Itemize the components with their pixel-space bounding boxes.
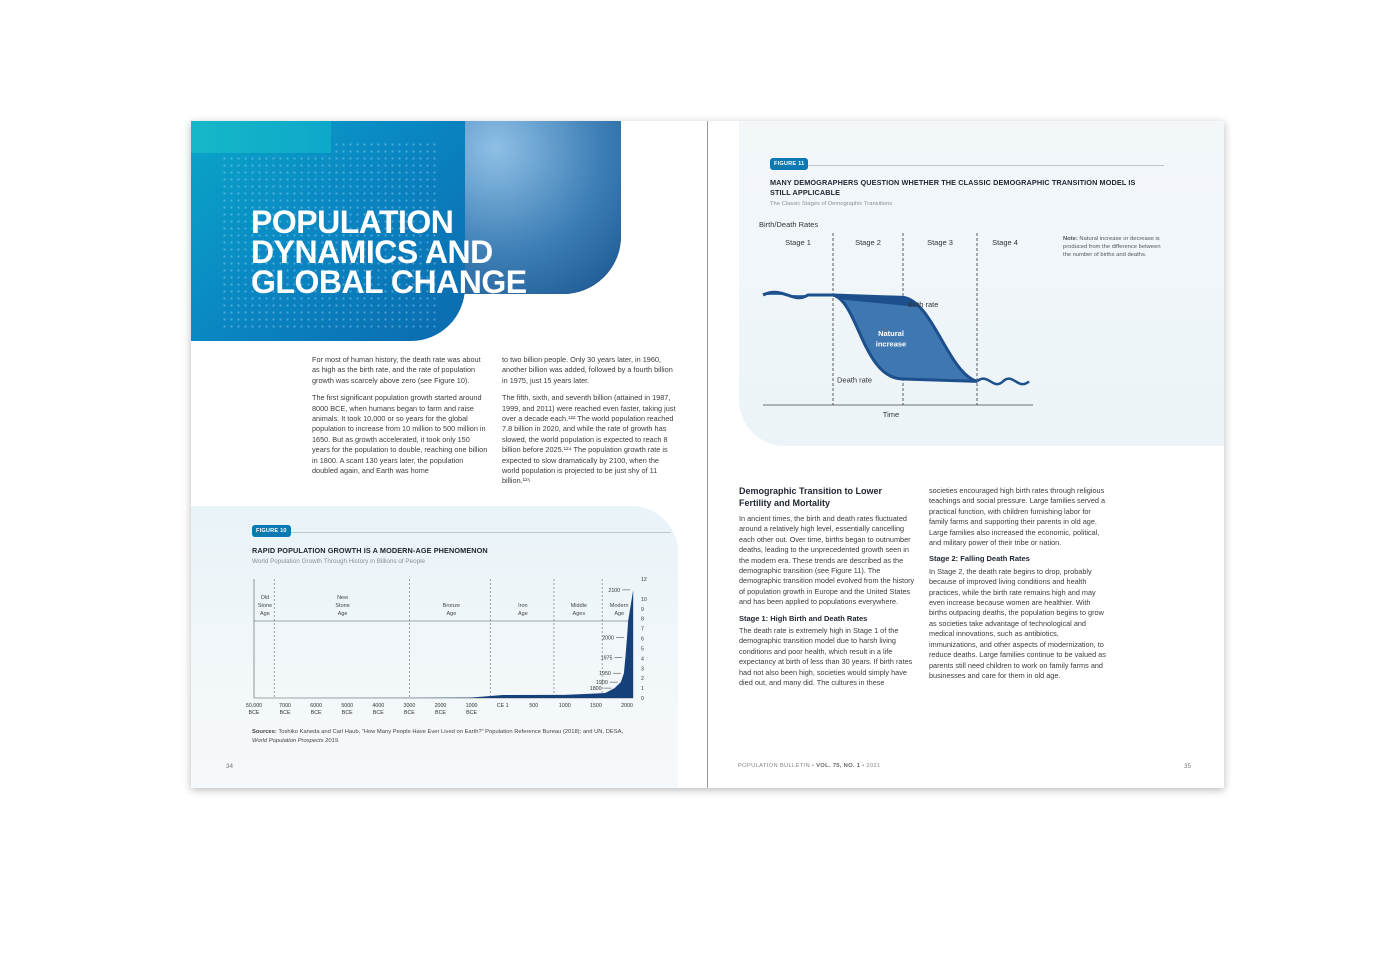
x-tick-label: 6000 <box>310 703 323 709</box>
y-tick-label: 6 <box>641 636 644 643</box>
paragraph: to two billion people. Only 30 years later, in 1960, another billion was added, followed by a fourth billion in 1975, just 15 years later. <box>502 355 673 385</box>
left-page <box>191 121 707 788</box>
age-label: Bronze <box>442 603 461 609</box>
x-tick-label: 7000 <box>279 703 291 709</box>
note-label: Note: <box>1063 236 1078 242</box>
x-tick-label: BCE <box>466 710 478 716</box>
stage-2-heading: Stage 2: Falling Death Rates <box>929 554 1030 564</box>
age-label: Age <box>446 611 457 617</box>
annotation-label: 1900 <box>595 680 608 687</box>
note-text: Natural increase or decrease is produced from the difference between the number of births and deaths. <box>1063 236 1161 259</box>
figure-subtitle: The Classic Stages of Demographic Transitions <box>770 201 893 207</box>
x-tick-label: BCE <box>279 710 291 716</box>
body-column-3 <box>739 514 917 695</box>
x-tick-label: BCE <box>310 710 322 716</box>
age-label: Modern <box>609 603 629 609</box>
x-tick-label: 3000 <box>403 703 416 709</box>
x-axis-label: Time <box>882 410 900 419</box>
y-tick-label: 10 <box>641 596 647 603</box>
y-tick-label: 1 <box>641 686 644 693</box>
figure-sources <box>252 728 632 745</box>
stage-label: Stage 2 <box>855 238 881 247</box>
y-tick-label: 8 <box>641 616 644 623</box>
y-tick-label: 0 <box>641 696 644 702</box>
paragraph: In ancient times, the birth and death rates fluctuated around a relatively high level, essentially cancelling each other out. Over time, births began to outnumber deaths, leading to the unprecedented growth seen in the modern era. These trends are described as the demographic transition (see Figure 11). The demographic transition model evolved from the history of population growth in Europe and the United States and has been applied to populations everywhere. <box>739 514 915 607</box>
stage-label: Stage 1 <box>785 238 811 247</box>
x-tick-label: 4000 <box>372 703 385 709</box>
age-label: Stone <box>257 603 273 609</box>
footer-volume: VOL. 75, NO. 1 <box>816 763 861 769</box>
title-line: GLOBAL CHANGE <box>251 264 527 300</box>
section-heading-line: Demographic Transition to Lower <box>739 486 883 496</box>
age-label: Ages <box>572 611 586 617</box>
figure-badge: FIGURE 10 <box>252 525 291 537</box>
x-tick-label: 1000 <box>558 703 571 709</box>
x-tick-label: BCE <box>403 710 415 716</box>
figure-title: RAPID POPULATION GROWTH IS A MODERN-AGE PHENOMENON <box>252 546 488 555</box>
title-line: DYNAMICS AND <box>251 234 493 270</box>
annotation-label: 2100 <box>608 587 621 594</box>
body-column-2 <box>502 355 678 494</box>
x-tick-label: 2000 <box>434 703 447 709</box>
age-label: Old <box>260 595 270 601</box>
section-heading-line: Fertility and Mortality <box>739 498 831 508</box>
page-number: 34 <box>226 763 234 770</box>
figure-title-line: STILL APPLICABLE <box>770 187 841 197</box>
y-tick-label: 3 <box>641 666 644 673</box>
paragraph: The death rate is extremely high in Stage 1 of the demographic transition model due to harsh living conditions and poor health, which result in a life expectancy at birth of less than 30 years. If birth rates had not also been high, societies would simply have died out, and many did. The cultures in these <box>739 626 913 688</box>
sources-label: Sources: <box>252 729 277 735</box>
figure-rule <box>808 165 1164 166</box>
natural-increase-label: Natural <box>878 328 904 338</box>
sources-end: . <box>338 737 340 744</box>
age-label: Age <box>614 611 625 617</box>
y-axis-label: Birth/Death Rates <box>759 220 819 229</box>
paragraph: For most of human history, the death rate was about as high as the birth rate, and the rate of population growth was scarcely above zero (see Figure 10). <box>312 355 481 385</box>
sources-text: Toshiko Kaneda and Carl Haub, “How Many People Have Ever Lived on Earth?” Population Reference Bureau (2018); and UN, DESA, <box>276 729 624 735</box>
paragraph: In Stage 2, the death rate begins to drop, probably because of improved living conditions and health practices, while the birth rate remains high and may even increase because women are healthier. With births outpacing deaths, the population begins to grow as societies take advantage of technological and medical innovations, such as antibiotics, immunizations, and other aspects of modernization, to reduce deaths. Large families continue to be valued as parents still need children to work on family farms and businesses and care for them in old age. <box>929 566 1106 680</box>
page-footer: POPULATION BULLETIN • VOL. 75, NO. 1 • 2021 <box>738 763 881 769</box>
footer-year: 2021 <box>866 763 881 769</box>
x-tick-label: BCE <box>435 710 446 716</box>
page-number: 35 <box>1184 763 1192 770</box>
section-heading <box>739 485 919 509</box>
figure-title-line: MANY DEMOGRAPHERS QUESTION WHETHER THE CLASSIC DEMOGRAPHIC TRANSITION MODEL IS <box>770 178 1136 187</box>
annotation-label: 1800 <box>589 686 602 693</box>
population-chart <box>227 571 707 726</box>
paragraph: The first significant population growth started around 8000 BCE, when humans began to farm and raise animals. It took 10,000 or so years for the global population to increase from 10 million to 500 million in 1650. But as growth accelerated, it took only 150 years for the population to double, reaching one billion in 1800. A scant 130 years later, the population doubled again, and Earth was home <box>312 393 488 476</box>
body-column-1 <box>312 355 488 483</box>
footer-publication: POPULATION BULLETIN <box>738 763 810 769</box>
stage-1-heading: Stage 1: High Birth and Death Rates <box>739 613 868 623</box>
hero-cyan-strip <box>191 121 331 153</box>
x-tick-label: 1500 <box>590 703 602 709</box>
age-label: Age <box>517 611 528 617</box>
stage-label: Stage 4 <box>992 238 1018 247</box>
figure-rule <box>291 532 671 533</box>
x-tick-label: 50,000 <box>245 703 263 709</box>
x-tick-label: BCE <box>341 710 353 716</box>
age-label: Middle <box>570 603 587 609</box>
x-tick-label: BCE <box>248 710 260 716</box>
stage-4-wave <box>977 379 1029 385</box>
y-tick-label: 9 <box>641 606 644 613</box>
annotation-label: 2000 <box>602 635 614 642</box>
death-rate-label: Death rate <box>837 375 873 385</box>
birth-rate-label: Birth rate <box>908 300 939 309</box>
stage-label: Stage 3 <box>927 238 953 247</box>
paragraph: societies encouraged high birth rates through religious teachings and social pressure. Large families served a practical function, with children furnishing labor for family farms and supporting their parents in old age. Large families also increased the economic, political, and military power of their tribe or nation. <box>929 486 1106 548</box>
magazine-spread <box>191 121 1224 788</box>
x-tick-label: 500 <box>529 703 539 709</box>
x-tick-label: CE 1 <box>496 703 509 709</box>
figure-title <box>770 178 1150 197</box>
figure-badge: FIGURE 11 <box>770 158 808 170</box>
x-tick-label: 5000 <box>341 703 354 709</box>
figure-note <box>1063 235 1163 260</box>
age-label: Iron <box>518 603 528 609</box>
x-tick-label: 2000 <box>621 703 633 709</box>
page-title <box>251 204 527 300</box>
x-tick-label: 1000 <box>465 703 478 709</box>
annotation-label: 1950 <box>599 671 611 678</box>
sources-italic: World Population Prospects 2019 <box>252 737 339 744</box>
x-tick-label: BCE <box>372 710 384 716</box>
y-tick-label: 5 <box>641 646 644 653</box>
paragraph: The fifth, sixth, and seventh billion (attained in 1987, 1999, and 2011) were reached even faster, taking just over a decade each.¹²² The world population reached 7.8 billion in 2020, and while the rate of growth has slowed, the world population is expected to reach 8 billion before 2025.¹²⁴ The population growth rate is expected to slow dramatically by 2100, when the world population is projected to be just shy of 11 billion.¹²⁵ <box>502 393 676 486</box>
natural-increase-label: increase <box>875 339 907 349</box>
age-label: Age <box>259 611 270 617</box>
demographic-transition-chart <box>759 213 1063 423</box>
figure-subtitle: World Population Growth Through History in Billions of People <box>252 558 426 565</box>
y-tick-label: 12 <box>641 577 647 583</box>
annotation-label: 1975 <box>600 655 613 662</box>
natural-increase-area <box>763 292 977 381</box>
age-label: Stone <box>335 603 350 609</box>
right-page <box>708 121 1224 788</box>
y-tick-label: 4 <box>641 656 644 663</box>
body-column-4 <box>929 486 1107 687</box>
y-tick-label: 7 <box>641 626 644 633</box>
age-label: Age <box>337 611 348 617</box>
title-line: POPULATION <box>251 204 454 240</box>
y-tick-label: 2 <box>641 676 644 683</box>
age-label: New <box>337 595 349 601</box>
